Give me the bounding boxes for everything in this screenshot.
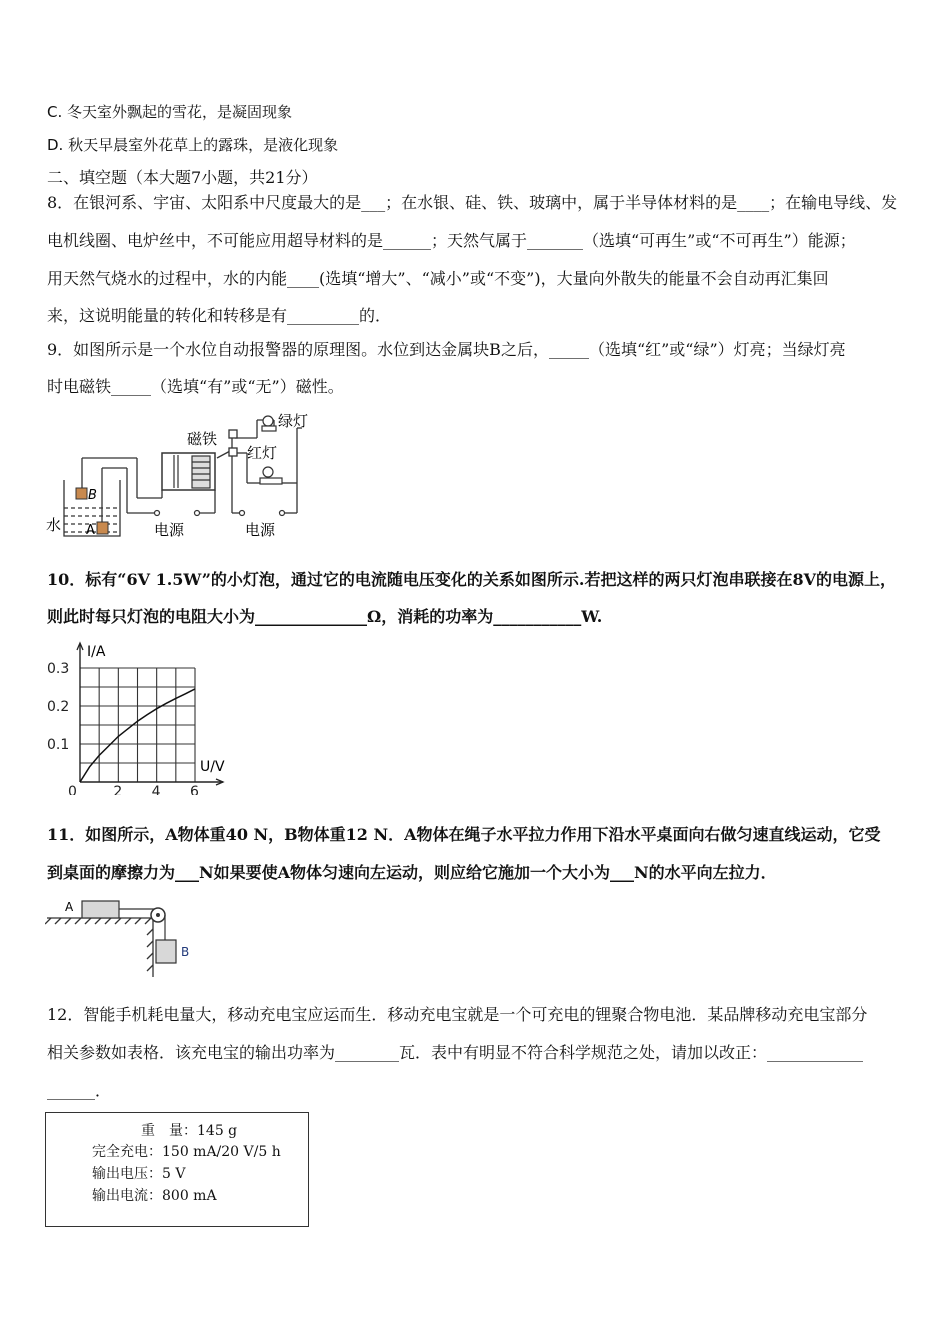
q12-line1: 12．智能手机耗电量大，移动充电宝应运而生．移动充电宝就是一个可充电的锂聚合物电池．某品牌移动充电宝部分: [47, 1005, 868, 1024]
relay-switch: [217, 430, 237, 458]
chart-grid: [80, 668, 195, 782]
label-power1: 电源: [154, 521, 185, 539]
pulley-diagram: [45, 893, 205, 981]
spec-table: [45, 1112, 309, 1227]
chart-xlabel: U/V: [200, 759, 225, 775]
x-tick-label: 2: [113, 784, 123, 795]
x-tick-label: 0: [68, 784, 77, 795]
label-magnet: 磁铁: [187, 430, 218, 448]
section-heading: 二、填空题（本大题7小题，共21分）: [47, 168, 318, 187]
spec-voltage: 输出电压：5 V: [92, 1166, 186, 1182]
block-b: [156, 940, 176, 963]
label-block-b: B: [181, 945, 190, 959]
power-terminals: [155, 511, 285, 516]
spec-weight: 重 量：145 g: [141, 1123, 238, 1139]
chart-ylabel: I/A: [87, 644, 106, 660]
q9-line2: 时电磁铁_____（选填“有”或“无”）磁性。: [47, 377, 344, 396]
x-tick-label: 6: [190, 784, 199, 795]
q11-line1: 11．如图所示，A物体重40 N，B物体重12 N．A物体在绳子水平拉力作用下沿水平桌面向右做匀速直线运动，它受: [47, 825, 881, 844]
pulley-axle: [156, 913, 160, 917]
q8-line1: 8．在银河系、宇宙、太阳系中尺度最大的是___；在水银、硅、铁、玻璃中，属于半导体材料的是____；在输电导线、发: [47, 193, 898, 212]
table-surface: [45, 918, 153, 977]
q8-line4: 来，这说明能量的转化和转移是有_________的．: [47, 306, 392, 325]
label-water: 水: [46, 516, 62, 534]
q9-line1: 9．如图所示是一个水位自动报警器的原理图。水位到达金属块B之后，_____（选填“红”或“绿”）灯亮；当绿灯亮: [47, 340, 846, 359]
spec-current: 输出电流：800 mA: [92, 1188, 217, 1204]
label-red-lamp: 红灯: [247, 444, 278, 462]
metal-block-b: [76, 488, 87, 499]
q12-line2: 相关参数如表格．该充电宝的输出功率为________瓦．表中有明显不符合科学规范之处，请加以改正：____________: [47, 1043, 864, 1062]
q11-line2: 到桌面的摩擦力为___N如果要使A物体匀速向左运动，则应给它施加一个大小为___N的水平向左拉力．: [47, 863, 777, 882]
option-c: C. 冬天室外飘起的雪花，是凝固现象: [47, 103, 293, 121]
y-tick-label: 0.3: [47, 661, 70, 677]
label-green-lamp: 绿灯: [278, 412, 309, 430]
y-tick-label: 0.1: [47, 737, 70, 753]
spec-charge: 完全充电：150 mA/20 V/5 h: [92, 1144, 281, 1160]
label-block-a: A: [65, 900, 74, 914]
option-d: D. 秋天早晨室外花草上的露珠，是液化现象: [47, 136, 339, 154]
q12-line3: ______．: [47, 1081, 112, 1100]
x-tick-label: 4: [151, 784, 161, 795]
q10-line2: 则此时每只灯泡的电阻大小为______________Ω，消耗的功率为___________W.: [47, 607, 603, 626]
label-a: A: [86, 523, 95, 538]
y-tick-label: 0.2: [47, 699, 70, 715]
metal-block-a: [97, 522, 108, 534]
label-b: B: [88, 488, 97, 503]
q8-line2: 电机线圈、电炉丝中，不可能应用超导材料的是______；天然气属于_______（选填“可再生”或“不可再生”）能源；: [47, 231, 856, 250]
electromagnet-coil: [174, 455, 210, 488]
q10-line1: 10．标有“6V 1.5W”的小灯泡，通过它的电流随电压变化的关系如图所示.若把这样的两只灯泡串联接在8V的电源上，: [47, 570, 897, 589]
red-lamp: [260, 467, 282, 484]
water-alarm-diagram: [42, 408, 332, 543]
q8-line3: 用天然气烧水的过程中，水的内能____(选填“增大”、“减小”或“不变”)，大量向外散失的能量不会自动再汇集回: [47, 269, 829, 288]
block-a: [82, 901, 119, 918]
label-power2: 电源: [245, 521, 276, 539]
iu-chart: [45, 640, 235, 795]
